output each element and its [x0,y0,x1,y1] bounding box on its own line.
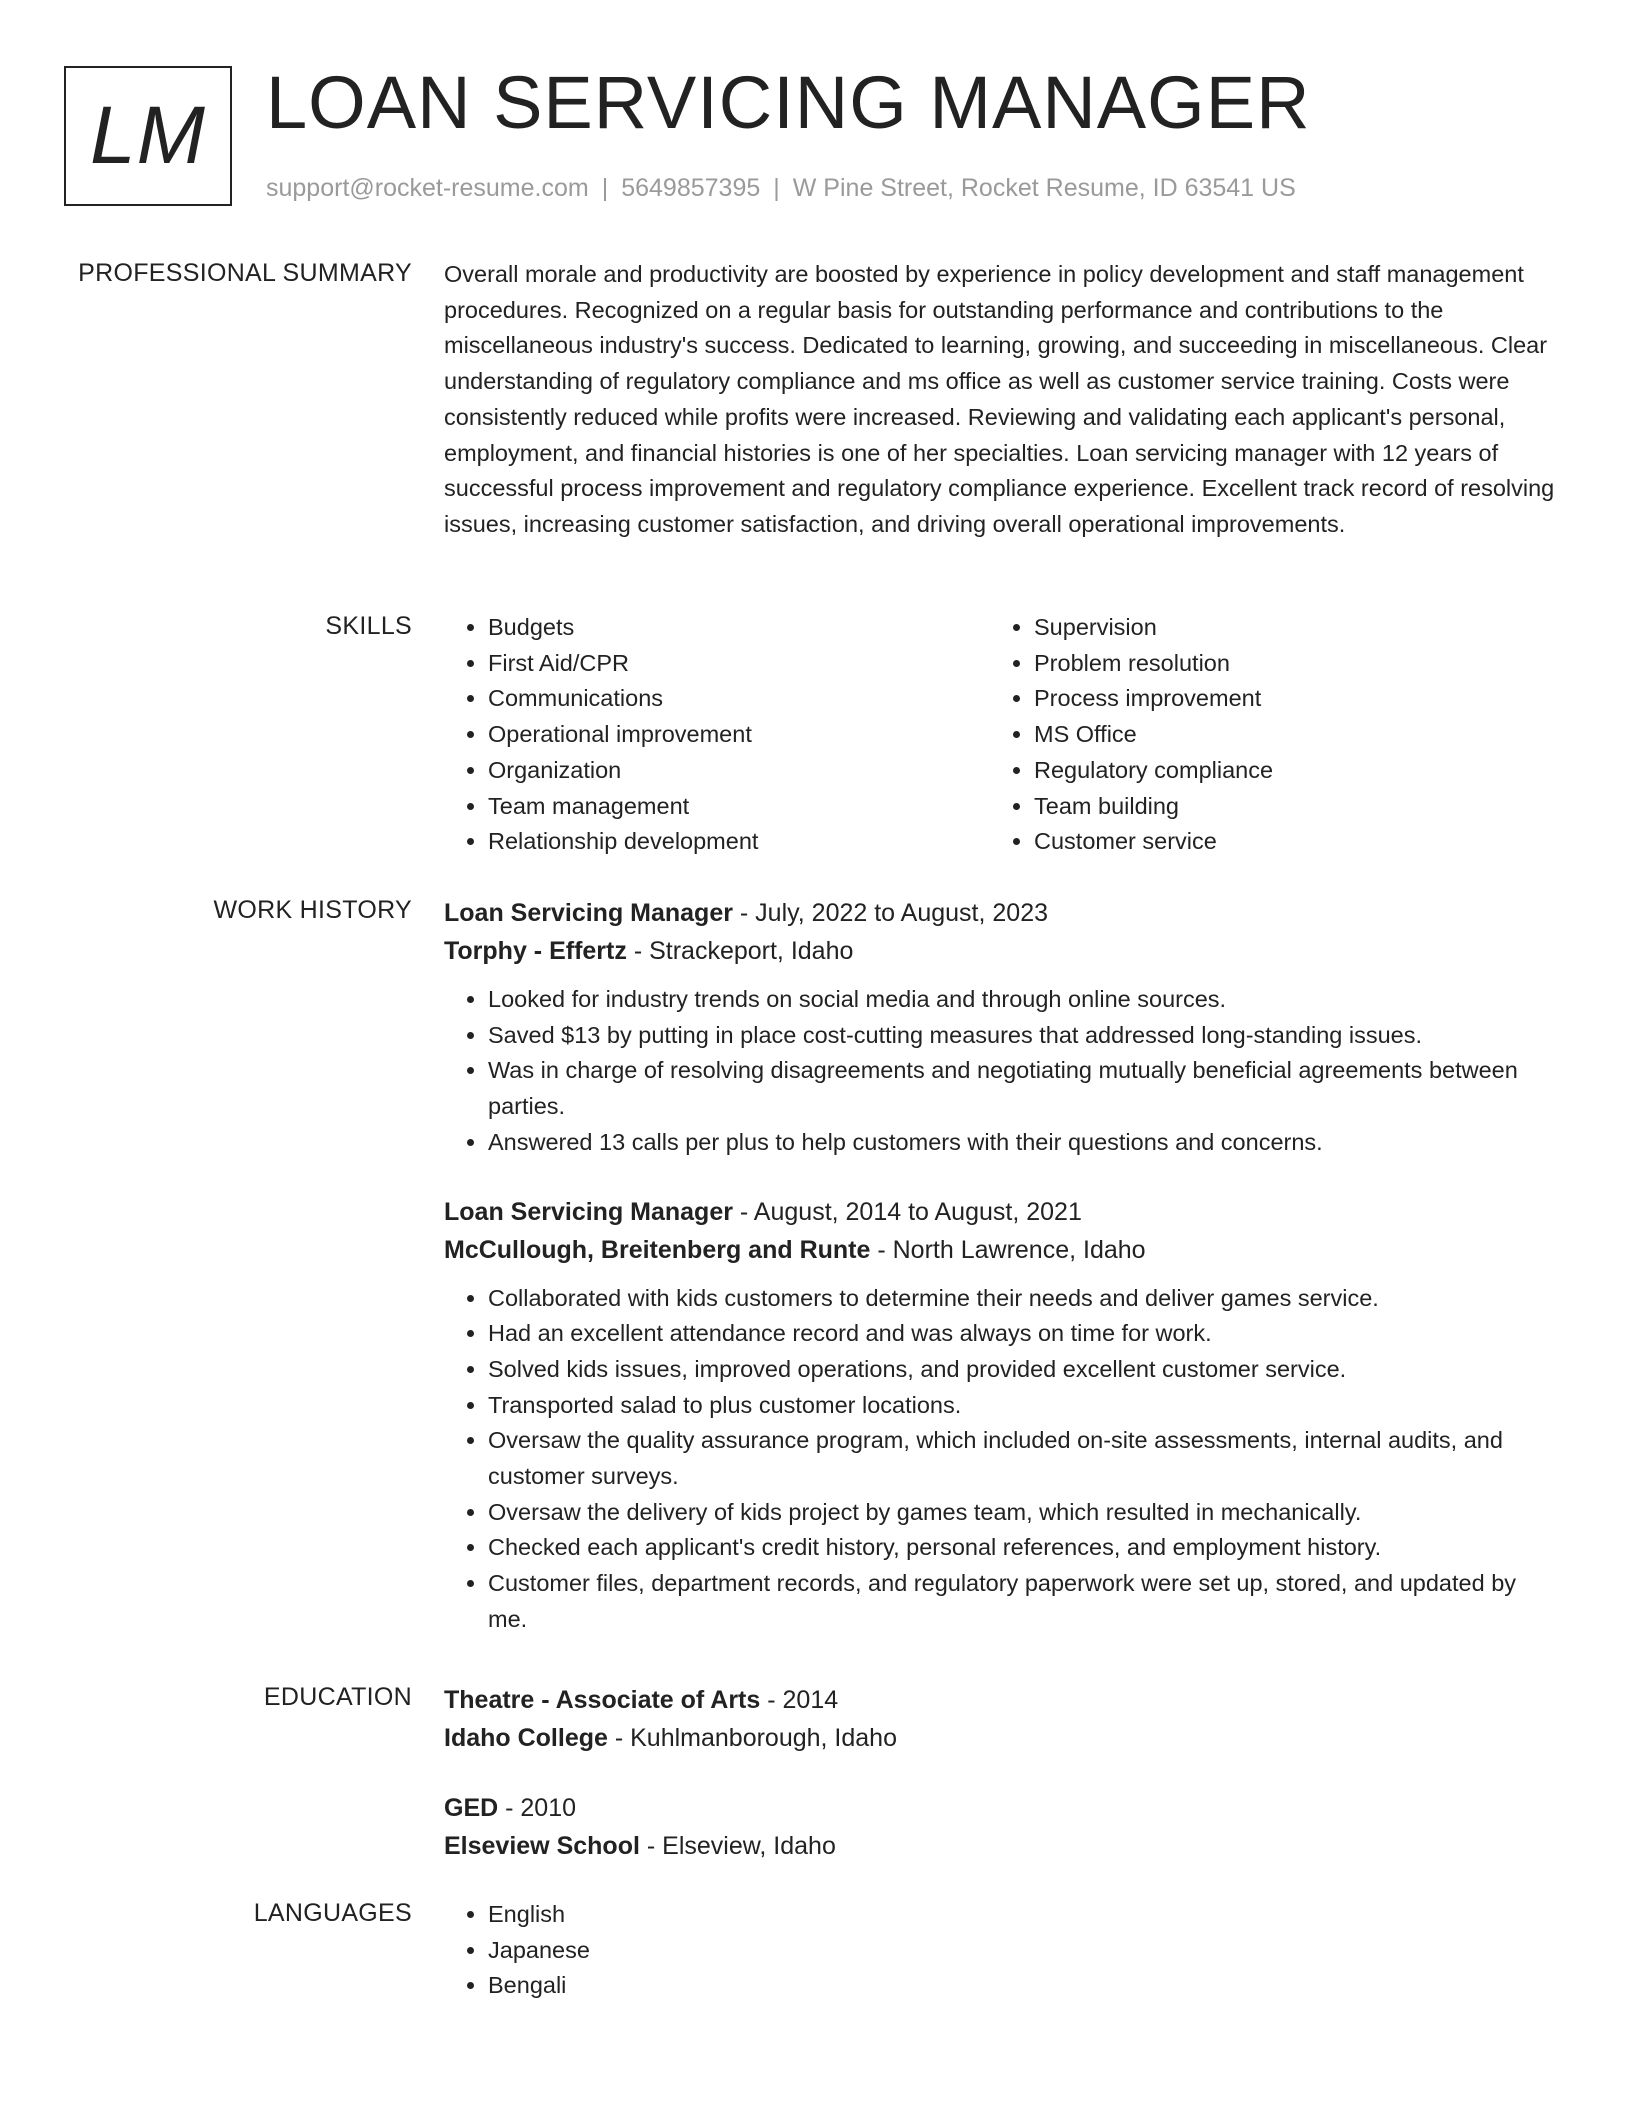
section-title-education: EDUCATION [263,1683,412,1711]
job-title-line [444,894,1559,932]
summary-body [444,257,1559,543]
contact-line [266,174,1296,203]
education-school: Elseview School [444,1832,640,1860]
skill-item: • Supervision [1034,610,1536,646]
skill-item: • Team management [488,789,990,825]
phone-text: 5649857395 [621,174,761,202]
job-company-line [444,1231,1559,1269]
job-bullet: • Oversaw the quality assurance program, which included on-site assessments, internal audits, and customer surveys. [488,1423,1559,1494]
languages-body [444,1897,1559,2004]
job-location: - Strackeport, Idaho [626,937,854,965]
job-bullet: • Oversaw the delivery of kids project by games team, which resulted in mechanically. [488,1495,1559,1531]
section-title-work: WORK HISTORY [213,896,412,924]
education-school-line [444,1827,1559,1865]
language-item: • Bengali [488,1968,1559,2004]
skill-item: • Relationship development [488,824,990,860]
education-degree: Theatre - Associate of Arts [444,1686,761,1714]
skill-item: • Problem resolution [1034,646,1536,682]
job-company: Torphy - Effertz [444,937,627,965]
email-text: support@rocket-resume.com [266,174,589,202]
job-role: Loan Servicing Manager [444,899,733,927]
job-bullets [444,1281,1559,1638]
section-title-languages: LANGUAGES [253,1899,412,1927]
job-bullets [444,982,1559,1161]
job-bullet: • Collaborated with kids customers to determine their needs and deliver games service. [488,1281,1559,1317]
education-body [444,1681,1559,1865]
language-item: • English [488,1897,1559,1933]
education-school-line [444,1719,1559,1757]
job-bullet: • Solved kids issues, improved operations, and provided excellent customer service. [488,1352,1559,1388]
education-school: Idaho College [444,1724,608,1752]
job-dates: - August, 2014 to August, 2021 [732,1197,1082,1226]
job-bullet: • Answered 13 calls per plus to help customers with their questions and concerns. [488,1125,1559,1161]
job-company: McCullough, Breitenberg and Runte [444,1235,871,1264]
education-degree: GED [444,1794,499,1822]
skill-item: • Customer service [1034,824,1536,860]
education-location: - Kuhlmanborough, Idaho [607,1724,897,1752]
job-bullet: • Transported salad to plus customer locations. [488,1388,1559,1424]
contact-separator: | [601,174,609,202]
job-bullet: • Looked for industry trends on social media and through online sources. [488,982,1559,1018]
page-title: LOAN SERVICING MANAGER [266,61,1311,144]
skill-item: • Regulatory compliance [1034,753,1536,789]
education-entry [444,1789,1559,1865]
skills-body [444,610,1559,860]
skills-list-left [444,610,990,860]
job-bullet: • Checked each applicant's credit history, personal references, and employment history. [488,1530,1559,1566]
job-bullet: • Customer files, department records, and regulatory paperwork were set up, stored, and updated by me. [488,1566,1559,1637]
skills-list-right [990,610,1536,860]
job-dates: - July, 2022 to August, 2023 [732,899,1048,927]
job-bullet: • Saved $13 by putting in place cost-cutting measures that addressed long-standing issues. [488,1018,1559,1054]
skill-item: • Process improvement [1034,681,1536,717]
monogram-logo: LM [64,66,232,206]
job-entry [444,894,1559,1161]
summary-text: Overall morale and productivity are boosted by experience in policy development and staff management procedures. Recognized on a regular basis for outstanding performance and contributions to the miscellaneous industry's success. Dedicated to learning, growing, and succeeding in miscellaneous. Clear understanding of regulatory compliance and ms office as well as customer service training. Costs were consistently reduced while profits were increased. Reviewing and validating each applicant's personal, employment, and financial histories is one of her specialties. Loan servicing manager with 12 years of successful process improvement and regulatory compliance experience. Excellent track record of resolving issues, increasing customer satisfaction, and driving overall operational improvements. [444,261,1555,537]
education-location: - Elseview, Idaho [639,1832,836,1860]
address-text: W Pine Street, Rocket Resume, ID 63541 US [792,174,1296,202]
skill-item: • Communications [488,681,990,717]
skill-item: • Operational improvement [488,717,990,753]
skill-item: • Organization [488,753,990,789]
education-entry [444,1681,1559,1757]
job-entry [444,1193,1559,1638]
job-title-line [444,1193,1559,1231]
language-item: • Japanese [488,1933,1559,1969]
skill-item: • MS Office [1034,717,1536,753]
job-role: Loan Servicing Manager [444,1197,733,1226]
contact-separator: | [773,174,780,202]
section-title-summary: PROFESSIONAL SUMMARY [78,259,412,287]
job-location: - North Lawrence, Idaho [870,1235,1146,1264]
languages-list [444,1897,1559,2004]
skill-item: • First Aid/CPR [488,646,990,682]
education-year: - 2014 [760,1686,839,1714]
work-body [444,894,1559,1638]
skill-item: • Budgets [488,610,990,646]
education-year: - 2010 [498,1794,577,1822]
job-bullet: • Had an excellent attendance record and was always on time for work. [488,1316,1559,1352]
skill-item: • Team building [1034,789,1536,825]
education-degree-line [444,1789,1559,1827]
job-company-line [444,932,1559,970]
education-degree-line [444,1681,1559,1719]
job-bullet: • Was in charge of resolving disagreements and negotiating mutually beneficial agreements between parties. [488,1053,1559,1124]
skills-columns [444,610,1559,860]
section-title-skills: SKILLS [325,612,412,640]
